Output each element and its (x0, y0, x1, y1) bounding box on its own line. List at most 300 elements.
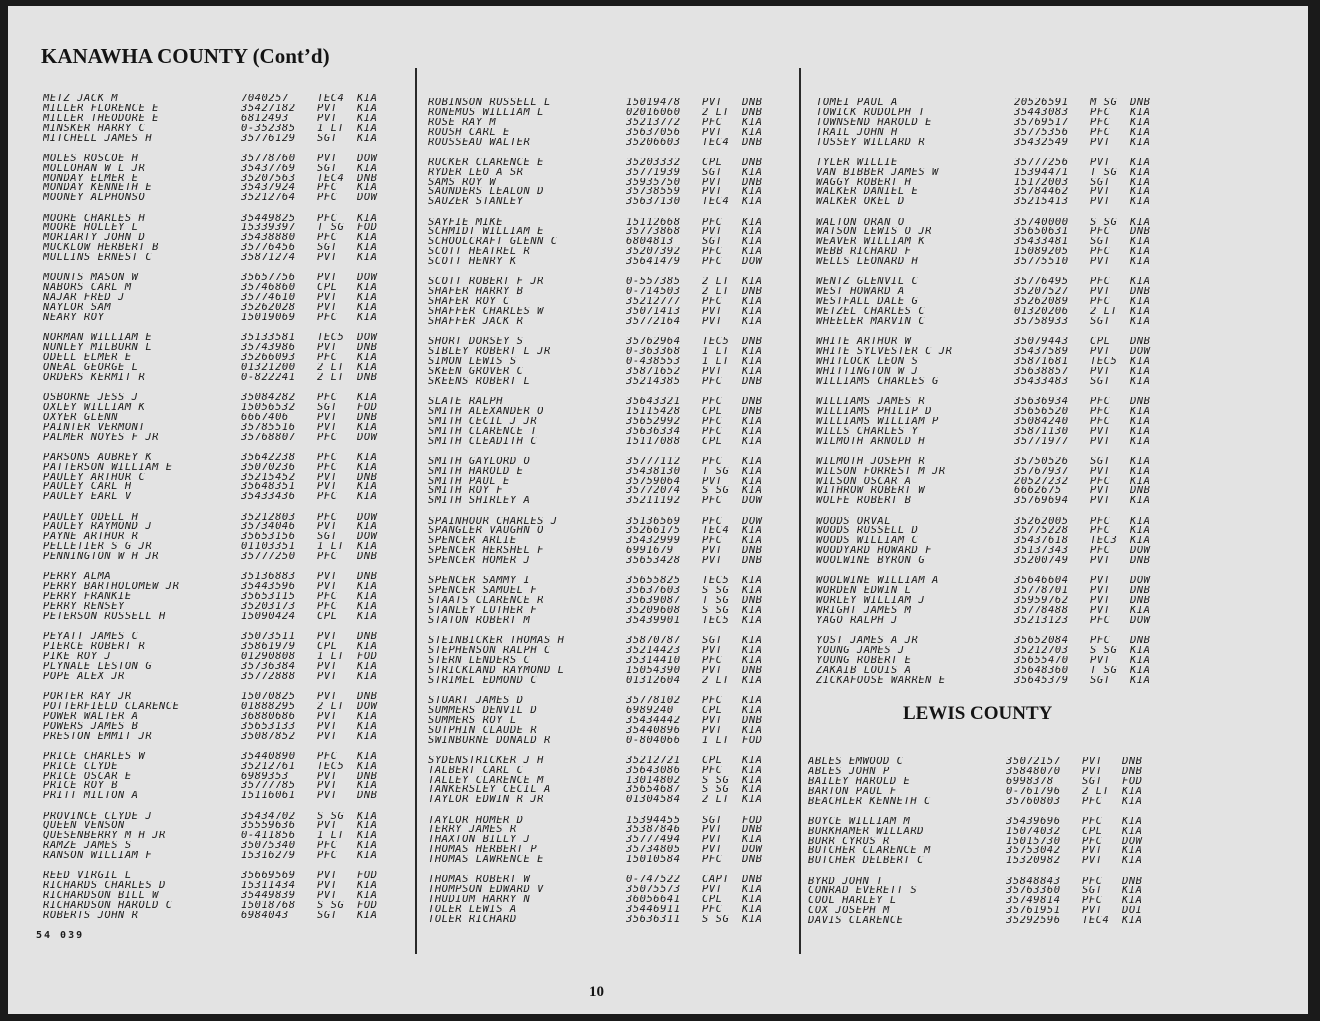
roster-entry (816, 138, 1170, 148)
service-number: 35639087 (626, 596, 681, 607)
roster-entry (816, 108, 1170, 118)
rank: PVT (317, 273, 338, 284)
roster-entry (816, 128, 1170, 138)
roster-entry (816, 427, 1170, 437)
soldier-name: BUTCHER CLARENCE M (808, 846, 931, 857)
roster-entry (428, 277, 782, 287)
soldier-name: PARSONS AUBREY K (43, 452, 153, 463)
roster-group (808, 817, 1162, 866)
soldier-name: WOLFE ROBERT B (816, 496, 912, 507)
roster-entry (808, 906, 1162, 916)
soldier-name: WILLIAMS WILLIAM P (816, 416, 939, 427)
soldier-name: NAYLOR SAM (43, 303, 112, 313)
status: DNB (357, 632, 378, 643)
soldier-name: RAMZE JAMES S (43, 841, 132, 852)
status: KIA (357, 422, 378, 433)
service-number: 20526591 (1014, 98, 1069, 108)
roster-entry (43, 662, 397, 672)
roster-entry (43, 114, 397, 124)
service-number: 0-761796 (1006, 786, 1061, 797)
status: KIA (357, 831, 378, 842)
status: KIA (357, 821, 378, 832)
soldier-name: RONEMUS WILLIAM L (428, 107, 544, 118)
roster-entry (428, 437, 782, 447)
rank: CPL (702, 157, 723, 168)
soldier-name: MITCHELL JAMES H (43, 133, 153, 144)
roster-entry (428, 138, 782, 148)
rank: TEC5 (317, 333, 345, 344)
status: KIA (1130, 307, 1151, 317)
status: KIA (742, 297, 763, 308)
soldier-name: PRITT MILTON A (43, 791, 139, 802)
roster-entry (43, 791, 397, 801)
rank: PVT (702, 885, 723, 896)
status: DOW (357, 701, 378, 712)
status: KIA (357, 452, 378, 463)
roster-entry (816, 457, 1170, 467)
service-number: 6662675 (1014, 486, 1062, 497)
roster-entry (43, 891, 397, 901)
rank: SGT (702, 237, 723, 248)
soldier-name: WALKER DANIEL E (816, 187, 919, 198)
status: KIA (742, 307, 763, 317)
rank: PFC (317, 602, 338, 612)
status: DNB (1130, 397, 1151, 407)
roster-entry (428, 118, 782, 128)
status: KIA (1130, 436, 1151, 447)
status: KIA (357, 482, 378, 493)
service-number: 35759064 (626, 476, 681, 487)
service-number: 35636934 (1014, 397, 1069, 407)
status: DNB (357, 692, 378, 702)
rank: CPL (317, 642, 338, 652)
service-number: 0-747522 (626, 875, 681, 886)
status: KIA (1130, 177, 1151, 188)
rank: PFC (317, 233, 338, 244)
soldier-name: SMITH CECIL J JR (428, 416, 538, 427)
page-number: 10 (589, 984, 604, 1000)
rank: PVT (1090, 586, 1111, 597)
rank: PFC (702, 217, 723, 228)
service-number: 15074032 (1006, 826, 1061, 837)
roster-entry (43, 253, 397, 263)
soldier-name: WILLIAMS PHILIP D (816, 406, 932, 417)
roster-entry (43, 582, 397, 592)
rank: T SG (317, 223, 345, 234)
status: KIA (1130, 137, 1151, 148)
service-number: 35776456 (241, 243, 296, 254)
service-number: 35215452 (241, 472, 296, 483)
service-number: 35778102 (626, 696, 681, 706)
roster-entry (43, 901, 397, 911)
rank: PVT (702, 825, 723, 836)
status: DOW (357, 432, 378, 443)
service-number: 35440896 (626, 725, 681, 736)
rank: PFC (702, 855, 723, 866)
service-number: 35637130 (626, 197, 681, 208)
service-number: 35079443 (1014, 337, 1069, 348)
roster-entry (428, 237, 782, 247)
roster-entry (43, 233, 397, 243)
soldier-name: PROVINCE CLYDE J (43, 811, 153, 822)
status: DNB (1130, 586, 1151, 597)
soldier-name: SPENCER SAMMY I (428, 576, 531, 587)
rank: PVT (1090, 366, 1111, 377)
soldier-name: SAUNDERS LEALON D (428, 187, 544, 198)
roster-entry (428, 656, 782, 666)
soldier-name: SPENCER SAMUEL F (428, 586, 538, 597)
roster-group (43, 692, 397, 741)
rank: PFC (702, 655, 723, 666)
soldier-name: VAN BIBBER JAMES W (816, 167, 939, 178)
soldier-name: NAJAR FRED J (43, 293, 125, 304)
service-number: 35763360 (1006, 886, 1061, 897)
roster-group (428, 875, 782, 924)
status: DNB (357, 771, 378, 782)
roster-entry (428, 526, 782, 536)
soldier-name: TOLER LEWIS A (428, 905, 517, 915)
roster-group (428, 517, 782, 566)
roster-group (428, 816, 782, 865)
service-number: 35777494 (626, 835, 681, 846)
roster-entry (43, 821, 397, 831)
rank: CPL (702, 895, 723, 906)
status: KIA (357, 711, 378, 722)
roster-entry (428, 477, 782, 487)
service-number: 35646604 (1014, 576, 1069, 587)
service-number: 35437769 (241, 163, 296, 174)
service-number: 35212703 (1014, 646, 1069, 656)
roster-entry (43, 752, 397, 762)
status: KIA (742, 914, 763, 925)
soldier-name: BAILEY HAROLD E (808, 776, 911, 787)
roster-entry (43, 612, 397, 622)
rank: PVT (702, 715, 723, 726)
service-number: 35655825 (626, 576, 681, 587)
soldier-name: PRICE CLYDE (43, 761, 119, 772)
soldier-name: SMITH CLARENCE T (428, 426, 538, 437)
roster-entry (428, 736, 782, 746)
status: KIA (742, 316, 763, 327)
status: KIA (742, 347, 763, 357)
roster-entry (808, 827, 1162, 837)
status: KIA (1122, 846, 1143, 857)
rank: 1 LT (702, 356, 730, 367)
soldier-name: MOLLOHAN W L JR (43, 163, 146, 174)
footer-code: 54 039 (36, 930, 85, 941)
service-number: 35861979 (241, 642, 296, 652)
service-number: 35212764 (241, 193, 296, 204)
lewis-county-heading: LEWIS COUNTY (903, 703, 1053, 724)
status: KIA (742, 636, 763, 647)
soldier-name: SPENCER ARLIE (428, 536, 517, 547)
roster-entry (428, 158, 782, 168)
status: KIA (742, 536, 763, 547)
rank: PVT (317, 343, 338, 353)
rank: PVT (317, 721, 338, 732)
rank: PFC (1090, 416, 1111, 427)
soldier-name: REED VIRGIL L (43, 871, 132, 882)
roster-entry (428, 776, 782, 786)
status: KIA (357, 103, 378, 114)
soldier-name: POPE ALEX JR (43, 671, 125, 682)
rank: PFC (317, 851, 338, 862)
service-number: 35778488 (1014, 606, 1069, 616)
rank: T SG (1090, 665, 1118, 676)
soldier-name: MOORE HOLLEY L (43, 223, 139, 234)
rank: SGT (702, 636, 723, 647)
service-number: 35212721 (626, 755, 681, 766)
status: KIA (1130, 496, 1151, 507)
service-number: 15090424 (241, 611, 296, 622)
rank: PVT (702, 187, 723, 198)
service-number: 15056532 (241, 402, 296, 413)
rank: TEC5 (702, 337, 730, 348)
roster-group (428, 457, 782, 506)
status: DNB (357, 343, 378, 353)
roster-entry (43, 293, 397, 303)
status: KIA (742, 187, 763, 198)
soldier-name: PERRY FRANKIE (43, 592, 132, 603)
soldier-name: TYLER WILLIE (816, 157, 898, 168)
soldier-name: MINSKER HARRY C (43, 123, 146, 134)
status: KIA (1122, 796, 1143, 807)
soldier-name: SAUZER STANLEY (428, 197, 524, 208)
soldier-name: ABLES JOHN P (808, 766, 890, 777)
roster-entry (428, 616, 782, 626)
rank: PFC (1090, 516, 1111, 527)
roster-entry (428, 816, 782, 826)
status: KIA (357, 213, 378, 224)
service-number: 6667406 (241, 412, 289, 423)
rank: PFC (317, 841, 338, 852)
rank: PVT (317, 103, 338, 114)
service-number: 35655470 (1014, 655, 1069, 666)
status: KIA (1130, 217, 1151, 228)
service-number: 35266175 (626, 526, 681, 537)
soldier-name: SMITH HAROLD E (428, 466, 524, 477)
service-number: 0-438553 (626, 356, 681, 367)
status: KIA (1130, 416, 1151, 427)
soldier-name: PELLETIER S G JR (43, 542, 153, 553)
status: KIA (357, 592, 378, 603)
soldier-name: STEINBICKER THOMAS H (428, 636, 565, 647)
soldier-name: SAMS ROY W (428, 177, 497, 188)
soldier-name: PAULEY EARL V (43, 492, 132, 503)
status: KIA (742, 277, 763, 288)
rank: PFC (702, 376, 723, 387)
rank: PFC (702, 247, 723, 258)
roster-entry (43, 313, 397, 323)
status: DNB (742, 376, 763, 387)
soldier-name: WOOLWINE WILLIAM A (816, 576, 939, 587)
service-number: 35446911 (626, 905, 681, 915)
soldier-name: WILMOTH ARNOLD H (816, 436, 926, 447)
service-number: 35637056 (626, 127, 681, 138)
status: KIA (1130, 316, 1151, 327)
roster-entry (816, 197, 1170, 207)
status: KIA (742, 795, 763, 806)
roster-group (43, 333, 397, 382)
roster-entry (428, 247, 782, 257)
status: DNB (742, 596, 763, 607)
roster-group (43, 752, 397, 801)
rank: PVT (702, 366, 723, 377)
service-number: 35650631 (1014, 227, 1069, 238)
status: KIA (357, 303, 378, 313)
status: KIA (742, 835, 763, 846)
status: DNB (1130, 287, 1151, 298)
roster-entry (816, 486, 1170, 496)
roster-group (816, 218, 1170, 267)
soldier-name: RICHARDSON HAROLD C (43, 901, 173, 911)
rank: SGT (317, 163, 338, 174)
roster-entry (428, 496, 782, 506)
soldier-name: WORLEY WILLIAM J (816, 596, 926, 607)
status: KIA (1130, 376, 1151, 387)
roster-entry (816, 357, 1170, 367)
roster-group (428, 756, 782, 805)
rank: PFC (1082, 876, 1103, 887)
roster-entry (428, 596, 782, 606)
roster-entry (816, 526, 1170, 536)
rank: PVT (1090, 197, 1111, 208)
roster-group (43, 214, 397, 263)
roster-entry (428, 556, 782, 566)
service-number: 35262089 (1014, 297, 1069, 308)
rank: PFC (1082, 836, 1103, 847)
roster-entry (43, 423, 397, 433)
status: KIA (1130, 117, 1151, 128)
soldier-name: BARTON PAUL F (808, 786, 897, 797)
roster-entry (43, 273, 397, 283)
rank: 1 LT (317, 651, 345, 662)
soldier-name: PLYNALE LESTON G (43, 661, 153, 672)
soldier-name: SIBLEY ROBERT L JR (428, 347, 551, 357)
soldier-name: POWERS JAMES B (43, 721, 139, 732)
soldier-name: MUCKLOW HERBERT B (43, 243, 159, 254)
roster-entry (816, 257, 1170, 267)
roster-entry (808, 787, 1162, 797)
status: DNB (1130, 636, 1151, 647)
status: KIA (742, 755, 763, 766)
rank: PVT (1082, 846, 1103, 857)
service-number: 35136569 (626, 516, 681, 527)
status: KIA (742, 576, 763, 587)
service-number: 35387846 (626, 825, 681, 836)
rank: TEC5 (317, 761, 345, 772)
status: KIA (742, 586, 763, 597)
service-number: 35775228 (1014, 526, 1069, 537)
status: FOD (742, 815, 763, 826)
roster-entry (816, 297, 1170, 307)
rank: SGT (317, 532, 338, 543)
rank: TEC5 (1090, 356, 1118, 367)
service-number: 35652084 (1014, 636, 1069, 647)
soldier-name: MONDAY KENNETH E (43, 183, 153, 194)
soldier-name: WILSON FORREST M JR (816, 466, 946, 477)
soldier-name: TOWNSEND HAROLD E (816, 117, 932, 128)
status: KIA (742, 526, 763, 537)
column-divider-left (415, 68, 417, 954)
roster-entry (43, 632, 397, 642)
service-number: 35761951 (1006, 906, 1061, 917)
rank: TEC3 (1090, 536, 1118, 547)
service-number: 35636311 (626, 914, 681, 925)
soldier-name: PERRY BARTHOLOMEW JR (43, 582, 180, 593)
rank: PFC (702, 536, 723, 547)
roster-entry (428, 785, 782, 795)
service-number: 35777256 (1014, 157, 1069, 168)
roster-entry (816, 187, 1170, 197)
roster-entry (43, 542, 397, 552)
roster-entry (816, 576, 1170, 586)
soldier-name: BURR CYRUS R (808, 836, 890, 847)
rank: 1 LT (317, 123, 345, 134)
service-number: 35643086 (626, 765, 681, 776)
roster-entry (816, 616, 1170, 626)
roster-entry (428, 168, 782, 178)
soldier-name: PERRY ALMA (43, 572, 112, 583)
service-number: 35769517 (1014, 117, 1069, 128)
service-number: 35214423 (626, 646, 681, 656)
soldier-name: PRICE CHARLES W (43, 751, 146, 762)
service-number: 35262005 (1014, 516, 1069, 527)
rank: SGT (1090, 316, 1111, 327)
status: DNB (1122, 757, 1143, 767)
service-number: 35137343 (1014, 546, 1069, 557)
soldier-name: WATSON LEWIS O JR (816, 227, 932, 238)
service-number: 35449825 (241, 213, 296, 224)
page-title: KANAWHA COUNTY (Cont’d) (41, 44, 330, 68)
service-number: 35437589 (1014, 347, 1069, 357)
status: FOD (742, 735, 763, 746)
service-number: 35777250 (241, 552, 296, 563)
soldier-name: PAULEY CARL H (43, 482, 132, 493)
status: KIA (1122, 856, 1143, 867)
roster-entry (43, 104, 397, 114)
roster-group (816, 158, 1170, 207)
roster-entry (428, 407, 782, 417)
service-number: 35753042 (1006, 846, 1061, 857)
rank: PVT (1090, 157, 1111, 168)
service-number: 35778701 (1014, 586, 1069, 597)
roster-entry (428, 666, 782, 676)
soldier-name: TAYLOR EDWIN R JR (428, 795, 544, 806)
rank: CPL (702, 755, 723, 766)
service-number: 35438130 (626, 466, 681, 477)
rank: PFC (702, 426, 723, 437)
roster-entry (816, 377, 1170, 387)
status: KIA (1130, 606, 1151, 616)
rank: PFC (702, 257, 723, 268)
soldier-name: ONEAL GEORGE L (43, 362, 139, 373)
service-number: 35133581 (241, 333, 296, 344)
service-number: 35072157 (1006, 757, 1061, 767)
roster-entry (816, 676, 1170, 686)
service-number: 35427182 (241, 103, 296, 114)
service-number: 01290808 (241, 651, 296, 662)
roster-entry (43, 572, 397, 582)
service-number: 35871681 (1014, 356, 1069, 367)
soldier-name: ABLES EMWOOD C (808, 757, 904, 767)
service-number: 01888295 (241, 701, 296, 712)
roster-entry (816, 218, 1170, 228)
service-number: 35432549 (1014, 137, 1069, 148)
service-number: 35760803 (1006, 796, 1061, 807)
status: KIA (357, 163, 378, 174)
service-number: 35769694 (1014, 496, 1069, 507)
